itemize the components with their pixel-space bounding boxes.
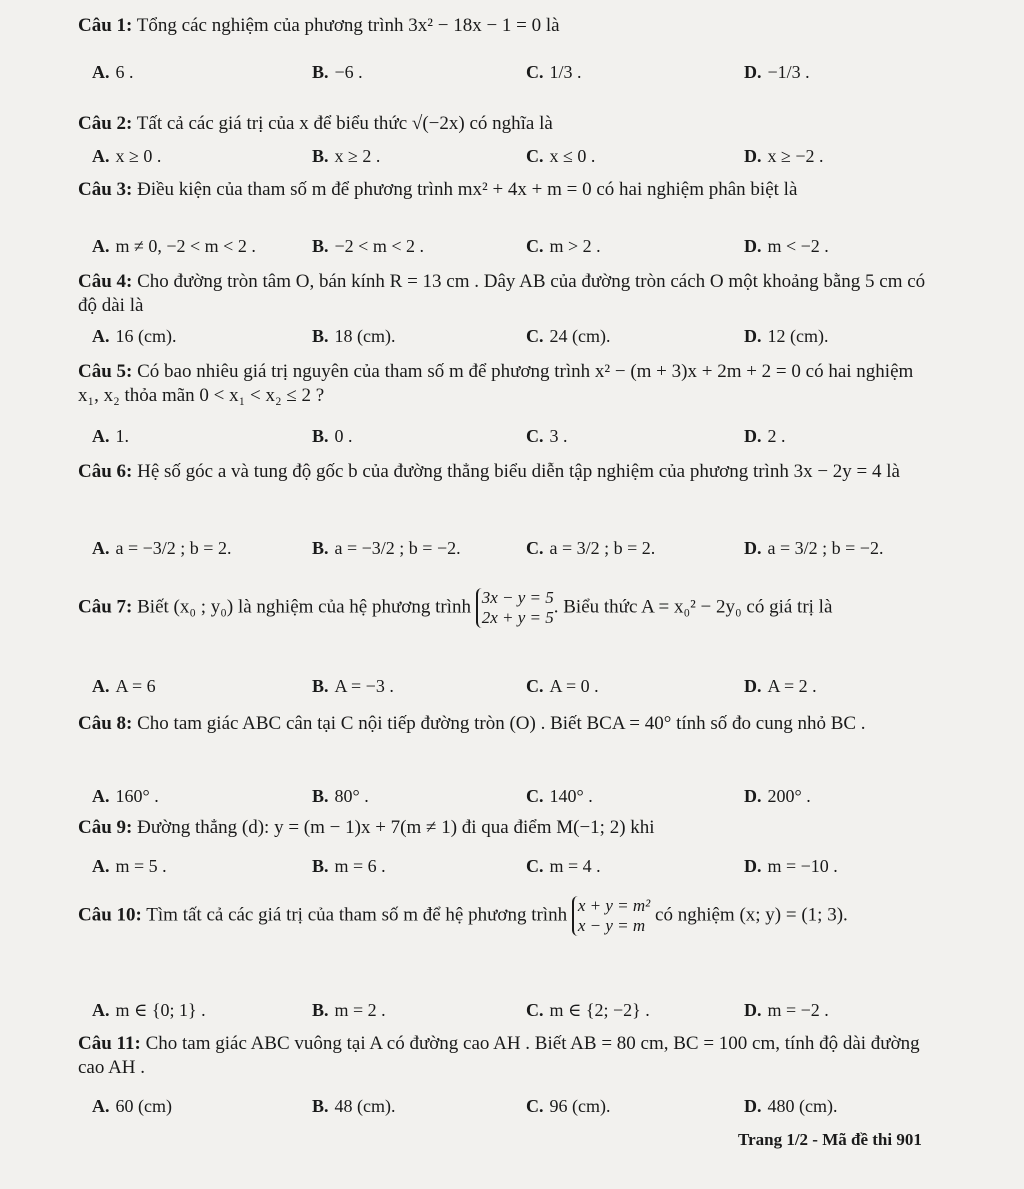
option-text: m ≠ 0, −2 < m < 2 . xyxy=(115,236,256,256)
option-letter: D. xyxy=(744,856,762,876)
option-a xyxy=(92,856,167,877)
option-b xyxy=(312,236,424,257)
option-letter: A. xyxy=(92,1000,110,1020)
option-letter: B. xyxy=(312,1096,329,1116)
option-letter: D. xyxy=(744,62,762,82)
option-a xyxy=(92,538,231,559)
option-letter: A. xyxy=(92,538,110,558)
question-6-options xyxy=(92,538,952,566)
option-text: −2 < m < 2 . xyxy=(334,236,424,256)
option-b xyxy=(312,538,461,559)
option-letter: A. xyxy=(92,62,110,82)
question-stem: Cho đường tròn tâm O, bán kính R = 13 cm . Dây AB của đường tròn cách O một khoảng bằng 5 cm có độ dài là xyxy=(78,271,926,316)
question-3 xyxy=(78,178,938,202)
option-a xyxy=(92,786,159,807)
option-letter: A. xyxy=(92,326,110,346)
option-letter: A. xyxy=(92,786,110,806)
option-d xyxy=(744,1000,829,1021)
option-letter: B. xyxy=(312,146,329,166)
option-text: m = −2 . xyxy=(767,1000,829,1020)
option-text: m = −10 . xyxy=(767,856,838,876)
option-text: m = 6 . xyxy=(334,856,386,876)
option-d xyxy=(744,786,811,807)
question-label: Câu 9: xyxy=(78,817,133,838)
option-letter: B. xyxy=(312,326,329,346)
question-label: Câu 3: xyxy=(78,179,133,200)
option-text: x ≤ 0 . xyxy=(549,146,596,166)
question-6 xyxy=(78,460,938,484)
option-b xyxy=(312,326,396,347)
option-letter: C. xyxy=(526,786,544,806)
option-d xyxy=(744,538,883,559)
question-1 xyxy=(78,14,938,38)
option-text: m ∈ {2; −2} . xyxy=(549,1000,650,1020)
question-10 xyxy=(78,896,938,936)
option-b xyxy=(312,1096,396,1117)
option-letter: B. xyxy=(312,62,329,82)
option-b xyxy=(312,786,369,807)
option-letter: C. xyxy=(526,1000,544,1020)
option-text: m < −2 . xyxy=(767,236,829,256)
option-letter: C. xyxy=(526,538,544,558)
option-letter: A. xyxy=(92,426,110,446)
option-c xyxy=(526,786,593,807)
option-a xyxy=(92,426,129,447)
option-text: m = 4 . xyxy=(549,856,601,876)
option-c xyxy=(526,1000,650,1021)
option-c xyxy=(526,326,610,347)
option-letter: C. xyxy=(526,236,544,256)
option-b xyxy=(312,62,363,83)
option-a xyxy=(92,62,134,83)
question-label: Câu 1: xyxy=(78,15,133,36)
option-text: x ≥ 2 . xyxy=(334,146,381,166)
question-stem: Hệ số góc a và tung độ gốc b của đường thẳng biểu diễn tập nghiệm của phương trình 3x − 2y = 4 là xyxy=(137,461,900,482)
question-7-options xyxy=(92,676,952,704)
equation-2: 2x + y = 5 xyxy=(481,608,554,627)
option-a xyxy=(92,1000,206,1021)
option-text: 12 (cm). xyxy=(767,326,829,346)
option-letter: B. xyxy=(312,236,329,256)
option-a xyxy=(92,676,156,697)
option-text: 1/3 . xyxy=(549,62,582,82)
option-c xyxy=(526,146,595,167)
option-text: A = 2 . xyxy=(767,676,817,696)
option-a xyxy=(92,236,256,257)
option-text: A = −3 . xyxy=(334,676,394,696)
option-text: a = 3/2 ; b = 2. xyxy=(549,538,656,558)
question-10-options xyxy=(92,1000,952,1028)
question-stem: Tổng các nghiệm của phương trình 3x² − 18x − 1 = 0 là xyxy=(136,15,560,36)
question-stem: Cho tam giác ABC vuông tại A có đường cao AH . Biết AB = 80 cm, BC = 100 cm, tính độ dài đường cao AH . xyxy=(78,1033,920,1078)
option-text: m = 5 . xyxy=(115,856,167,876)
option-b xyxy=(312,146,380,167)
option-d xyxy=(744,676,817,697)
option-letter: A. xyxy=(92,676,110,696)
option-letter: B. xyxy=(312,676,329,696)
question-7 xyxy=(78,588,938,628)
option-text: m ∈ {0; 1} . xyxy=(115,1000,206,1020)
question-label: Câu 10: xyxy=(78,904,142,926)
option-text: a = −3/2 ; b = 2. xyxy=(115,538,232,558)
option-letter: A. xyxy=(92,236,110,256)
option-c xyxy=(526,856,601,877)
question-4 xyxy=(78,270,938,318)
option-d xyxy=(744,1096,837,1117)
question-8-options xyxy=(92,786,952,814)
option-letter: C. xyxy=(526,856,544,876)
option-letter: D. xyxy=(744,146,762,166)
option-text: 3 . xyxy=(549,426,568,446)
option-text: 160° . xyxy=(115,786,159,806)
option-text: x ≥ −2 . xyxy=(767,146,824,166)
question-label: Câu 4: xyxy=(78,271,133,292)
option-letter: D. xyxy=(744,538,762,558)
question-stem: Tất cả các giá trị của x để biểu thức √(−2x) có nghĩa là xyxy=(136,113,553,134)
option-c xyxy=(526,1096,610,1117)
option-text: a = 3/2 ; b = −2. xyxy=(767,538,884,558)
equation-1: x + y = m² xyxy=(577,896,651,915)
option-text: 48 (cm). xyxy=(334,1096,396,1116)
question-stem: Cho tam giác ABC cân tại C nội tiếp đường tròn (O) . Biết BCA = 40° tính số đo cung nhỏ BC . xyxy=(137,713,866,734)
option-text: 2 . xyxy=(767,426,786,446)
option-letter: D. xyxy=(744,326,762,346)
option-letter: D. xyxy=(744,1096,762,1116)
option-text: m = 2 . xyxy=(334,1000,386,1020)
option-d xyxy=(744,326,828,347)
option-letter: B. xyxy=(312,1000,329,1020)
option-text: a = −3/2 ; b = −2. xyxy=(334,538,461,558)
question-stem: Đường thẳng (d): y = (m − 1)x + 7(m ≠ 1) đi qua điểm M(−1; 2) khi xyxy=(137,817,655,838)
option-d xyxy=(744,236,829,257)
option-c xyxy=(526,236,601,257)
question-label: Câu 11: xyxy=(78,1033,141,1054)
option-d xyxy=(744,62,810,83)
question-2 xyxy=(78,112,938,136)
option-letter: D. xyxy=(744,236,762,256)
page-footer: Trang 1/2 - Mã đề thi 901 xyxy=(738,1130,922,1149)
option-letter: D. xyxy=(744,426,762,446)
option-letter: B. xyxy=(312,786,329,806)
option-letter: D. xyxy=(744,786,762,806)
option-text: 96 (cm). xyxy=(549,1096,611,1116)
question-stem: Biết (x₀ ; y₀) là nghiệm của hệ phương trình xyxy=(137,596,471,618)
option-letter: A. xyxy=(92,1096,110,1116)
option-text: −1/3 . xyxy=(767,62,810,82)
option-letter: A. xyxy=(92,856,110,876)
option-text: 6 . xyxy=(115,62,134,82)
question-4-options xyxy=(92,326,952,354)
option-letter: D. xyxy=(744,1000,762,1020)
question-stem-continued: . Biểu thức A = x₀² − 2y₀ có giá trị là xyxy=(553,596,833,618)
option-b xyxy=(312,1000,386,1021)
equation-1: 3x − y = 5 xyxy=(481,588,554,607)
option-letter: C. xyxy=(526,676,544,696)
option-text: m > 2 . xyxy=(549,236,601,256)
option-text: 18 (cm). xyxy=(334,326,396,346)
option-c xyxy=(526,426,568,447)
question-5-options xyxy=(92,426,952,454)
option-letter: B. xyxy=(312,426,329,446)
question-label: Câu 7: xyxy=(78,596,133,618)
question-label: Câu 2: xyxy=(78,113,133,134)
option-text: −6 . xyxy=(334,62,363,82)
equation-system xyxy=(476,588,554,628)
option-letter: C. xyxy=(526,326,544,346)
question-label: Câu 8: xyxy=(78,713,133,734)
option-text: 80° . xyxy=(334,786,369,806)
option-letter: C. xyxy=(526,1096,544,1116)
question-3-options xyxy=(92,236,952,264)
question-stem: Có bao nhiêu giá trị nguyên của tham số m để phương trình x² − (m + 3)x + 2m + 2 = 0 có hai nghiệm x₁, x₂ thỏa mãn 0 < x₁ < x₂ ≤ 2 ? xyxy=(78,361,914,406)
option-a xyxy=(92,146,161,167)
equation-system xyxy=(572,896,650,936)
question-9-options xyxy=(92,856,952,884)
option-text: 16 (cm). xyxy=(115,326,177,346)
option-d xyxy=(744,856,838,877)
option-text: 480 (cm). xyxy=(767,1096,838,1116)
question-2-options xyxy=(92,146,952,174)
option-letter: B. xyxy=(312,538,329,558)
option-a xyxy=(92,1096,172,1117)
option-letter: D. xyxy=(744,676,762,696)
question-label: Câu 5: xyxy=(78,361,133,382)
option-text: 1. xyxy=(115,426,129,446)
question-8 xyxy=(78,712,938,736)
option-c xyxy=(526,538,655,559)
question-label: Câu 6: xyxy=(78,461,133,482)
option-letter: B. xyxy=(312,856,329,876)
option-d xyxy=(744,146,824,167)
option-letter: C. xyxy=(526,146,544,166)
option-text: x ≥ 0 . xyxy=(115,146,162,166)
option-a xyxy=(92,326,176,347)
option-letter: A. xyxy=(92,146,110,166)
option-letter: C. xyxy=(526,62,544,82)
question-11 xyxy=(78,1032,938,1080)
option-d xyxy=(744,426,786,447)
question-1-options xyxy=(92,62,952,90)
option-text: 200° . xyxy=(767,786,811,806)
option-text: 140° . xyxy=(549,786,593,806)
option-b xyxy=(312,676,394,697)
option-b xyxy=(312,856,386,877)
question-stem-continued: có nghiệm (x; y) = (1; 3). xyxy=(655,904,848,926)
option-c xyxy=(526,62,582,83)
option-text: A = 0 . xyxy=(549,676,599,696)
option-text: 0 . xyxy=(334,426,353,446)
equation-2: x − y = m xyxy=(577,916,646,935)
option-text: 60 (cm) xyxy=(115,1096,172,1116)
question-5 xyxy=(78,360,938,408)
option-text: A = 6 xyxy=(115,676,156,696)
option-letter: C. xyxy=(526,426,544,446)
option-c xyxy=(526,676,599,697)
question-stem: Điều kiện của tham số m để phương trình mx² + 4x + m = 0 có hai nghiệm phân biệt là xyxy=(137,179,798,200)
option-text: 24 (cm). xyxy=(549,326,611,346)
question-9 xyxy=(78,816,938,840)
option-b xyxy=(312,426,353,447)
question-stem: Tìm tất cả các giá trị của tham số m để hệ phương trình xyxy=(146,904,568,926)
question-11-options xyxy=(92,1096,952,1124)
